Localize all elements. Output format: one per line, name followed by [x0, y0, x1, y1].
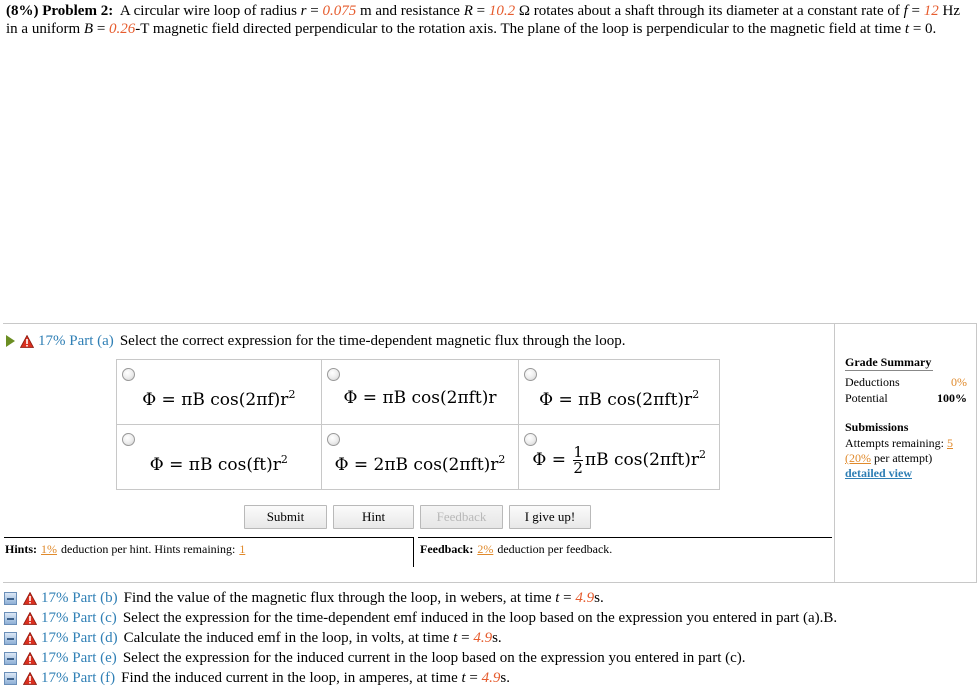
expand-triangle-icon[interactable]	[6, 335, 15, 347]
warning-icon	[23, 672, 37, 685]
warning-icon	[20, 335, 34, 348]
choice-cell[interactable]	[519, 360, 720, 425]
hints-info: Hints: 1% deduction per hint. Hints remaining: 1	[4, 537, 414, 567]
warning-icon	[23, 592, 37, 605]
radio-icon[interactable]	[122, 433, 135, 446]
warning-icon	[23, 612, 37, 625]
submissions-title: Submissions	[845, 420, 909, 434]
deductions-value: 0%	[951, 375, 967, 389]
choice-expression: Φ = 2πB $\cos(2\pi ft)r^2$	[334, 453, 506, 475]
part-row[interactable]: 17% Part (d) Calculate the induced emf in the loop, in volts, at time t = 4.9 s.	[4, 628, 837, 648]
hint-deduction-link[interactable]: 1%	[41, 542, 58, 556]
potential-value: 100%	[937, 391, 967, 405]
choice-cell[interactable]	[519, 425, 720, 490]
collapse-minus-icon[interactable]	[4, 672, 17, 685]
feedback-deduction-link[interactable]: 2%	[477, 542, 494, 556]
other-parts-list	[4, 588, 837, 688]
choice-expression: Φ = πB $\cos(ft)r^2$	[149, 453, 288, 475]
detailed-view-link[interactable]: detailed view	[845, 466, 912, 480]
warning-icon	[23, 632, 37, 645]
per-attempt-link[interactable]: (20%	[845, 451, 871, 465]
resistance-value: 10.2	[488, 3, 516, 19]
grade-summary-title: Grade Summary	[845, 355, 932, 369]
choice-expression: Φ = πB $\cos(2\pi ft)r^2$	[539, 388, 700, 410]
radio-icon[interactable]	[524, 368, 537, 381]
give-up-button[interactable]: I give up!	[509, 505, 591, 529]
part-row[interactable]: 17% Part (b) Find the value of the magnetic flux through the loop, in webers, at time t = 4.9 s.	[4, 588, 837, 608]
part-a-label: 17% Part (a)	[38, 333, 114, 349]
warning-icon	[23, 652, 37, 665]
choice-cell[interactable]	[321, 360, 519, 425]
part-row[interactable]: 17% Part (c) Select the expression for the time-dependent emf induced in the loop based on the expression you entered in part (a).B.	[4, 608, 837, 628]
hint-button[interactable]: Hint	[333, 505, 414, 529]
choice-cell[interactable]	[321, 425, 519, 490]
submit-button[interactable]: Submit	[244, 505, 327, 529]
part-row[interactable]: 17% Part (e) Select the expression for the induced current in the loop based on the expression you entered in part (c).	[4, 648, 837, 668]
choice-expression: Φ = πB $\cos(2\pi f)r^2$	[142, 388, 296, 410]
collapse-minus-icon[interactable]	[4, 652, 17, 665]
collapse-minus-icon[interactable]	[4, 612, 17, 625]
feedback-info: Feedback: 2% deduction per feedback.	[418, 537, 832, 567]
collapse-minus-icon[interactable]	[4, 632, 17, 645]
radius-value: 0.075	[322, 3, 357, 19]
choice-expression: Φ = πB cos(2πft)r	[343, 388, 497, 408]
answer-choices	[116, 359, 720, 490]
problem-prefix: (8%) Problem 2:	[6, 3, 114, 19]
choice-expression: Φ = $\frac{1}{2}$ πB $\cos(2\pi ft)r^2$	[532, 443, 706, 477]
radio-icon[interactable]	[327, 433, 340, 446]
feedback-button[interactable]: Feedback	[420, 505, 503, 529]
hints-remaining-link[interactable]: 1	[239, 542, 246, 556]
frequency-value: 12	[923, 3, 939, 19]
field-value: 0.26	[109, 21, 136, 37]
problem-statement: (8%) Problem 2: A circular wire loop of radius r = 0.075 m and resistance R = 10.2 Ω rotates about a shaft through its diameter at a constant rate of f = 12 Hz in a uniform B = 0.26-T magnetic field directed perpendicular to the rotation axis. The plane of the loop is perpendicular to the magnetic field at time t = 0.	[6, 3, 961, 37]
grade-summary: Grade Summary Deductions 0% Potential 100% Submissions Attempts remaining: 5 (20% per attempt) detailed view	[834, 323, 977, 583]
choice-cell[interactable]	[117, 360, 322, 425]
part-row[interactable]: 17% Part (f) Find the induced current in the loop, in amperes, at time t = 4.9 s.	[4, 668, 837, 688]
attempts-remaining-link[interactable]: 5	[946, 436, 953, 450]
part-a-question: Select the correct expression for the time-dependent magnetic flux through the loop.	[119, 333, 626, 349]
part-a-header[interactable]	[4, 332, 625, 350]
radio-icon[interactable]	[327, 368, 340, 381]
choice-cell[interactable]	[117, 425, 322, 490]
collapse-minus-icon[interactable]	[4, 592, 17, 605]
radio-icon[interactable]	[122, 368, 135, 381]
